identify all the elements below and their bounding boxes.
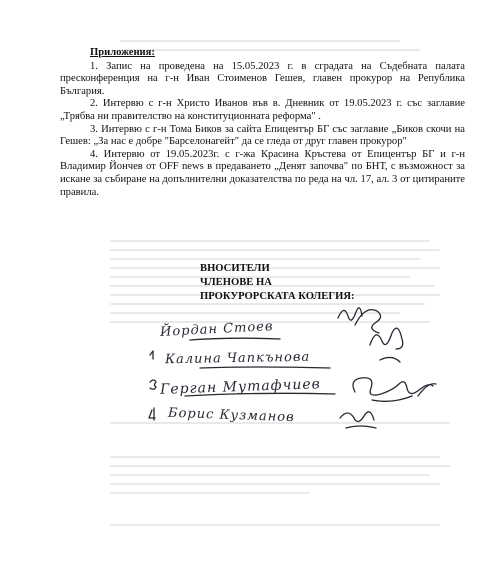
list-number-4-mark <box>149 408 155 420</box>
handwritten-name-4: Борис Кузманов <box>167 405 295 426</box>
signatories-line-1: ВНОСИТЕЛИ <box>200 263 270 274</box>
signatories-line-3: ПРОКУРОРСКАТА КОЛЕГИЯ: <box>200 291 355 302</box>
appendix-item-1: 1. Запис на проведена на 15.05.2023 г. в сградата на Съдебната палата пресконференция на г-н Иван Стоименов Гешев, главен прокурор на Република България. <box>60 60 465 97</box>
list-number-2-mark <box>150 351 153 359</box>
signatories-line-2: ЧЛЕНОВЕ НА <box>200 277 272 288</box>
list-number-3-mark <box>150 380 156 389</box>
handwritten-name-1: Йордан Стоев <box>159 319 274 340</box>
signature-4 <box>340 412 374 422</box>
handwritten-name-2: Калина Чапкънова <box>164 349 311 368</box>
appendix-item-2: 2. Интервю с г-н Христо Иванов във в. Дневник от 19.05.2023 г. със заглавие „Трябва ни правителство на конституционната реформа" . <box>60 98 465 122</box>
handwritten-name-3: Герган Мутафчиев <box>159 376 322 398</box>
appendix-item-4: 4. Интервю от 19.05.2023г. с г-жа Красина Кръстева от Епицентър БГ и г-н Владимир Йончев от OFF news в предаването „Денят започва" по БНТ, с възможност за искане за събиране на допълнителни доказателства по реда на чл. 17, ал. 3 от цитираните правила. <box>60 148 465 198</box>
appendix-item-3: 3. Интервю с г-н Тома Биков за сайта Епицентър БГ със заглавие „Биков скочи на Гешев: „За нас е добре "Барселонагейт" да се гледа от друг главен прокурор" <box>60 123 465 148</box>
appendix-heading: Приложения: <box>90 47 155 58</box>
